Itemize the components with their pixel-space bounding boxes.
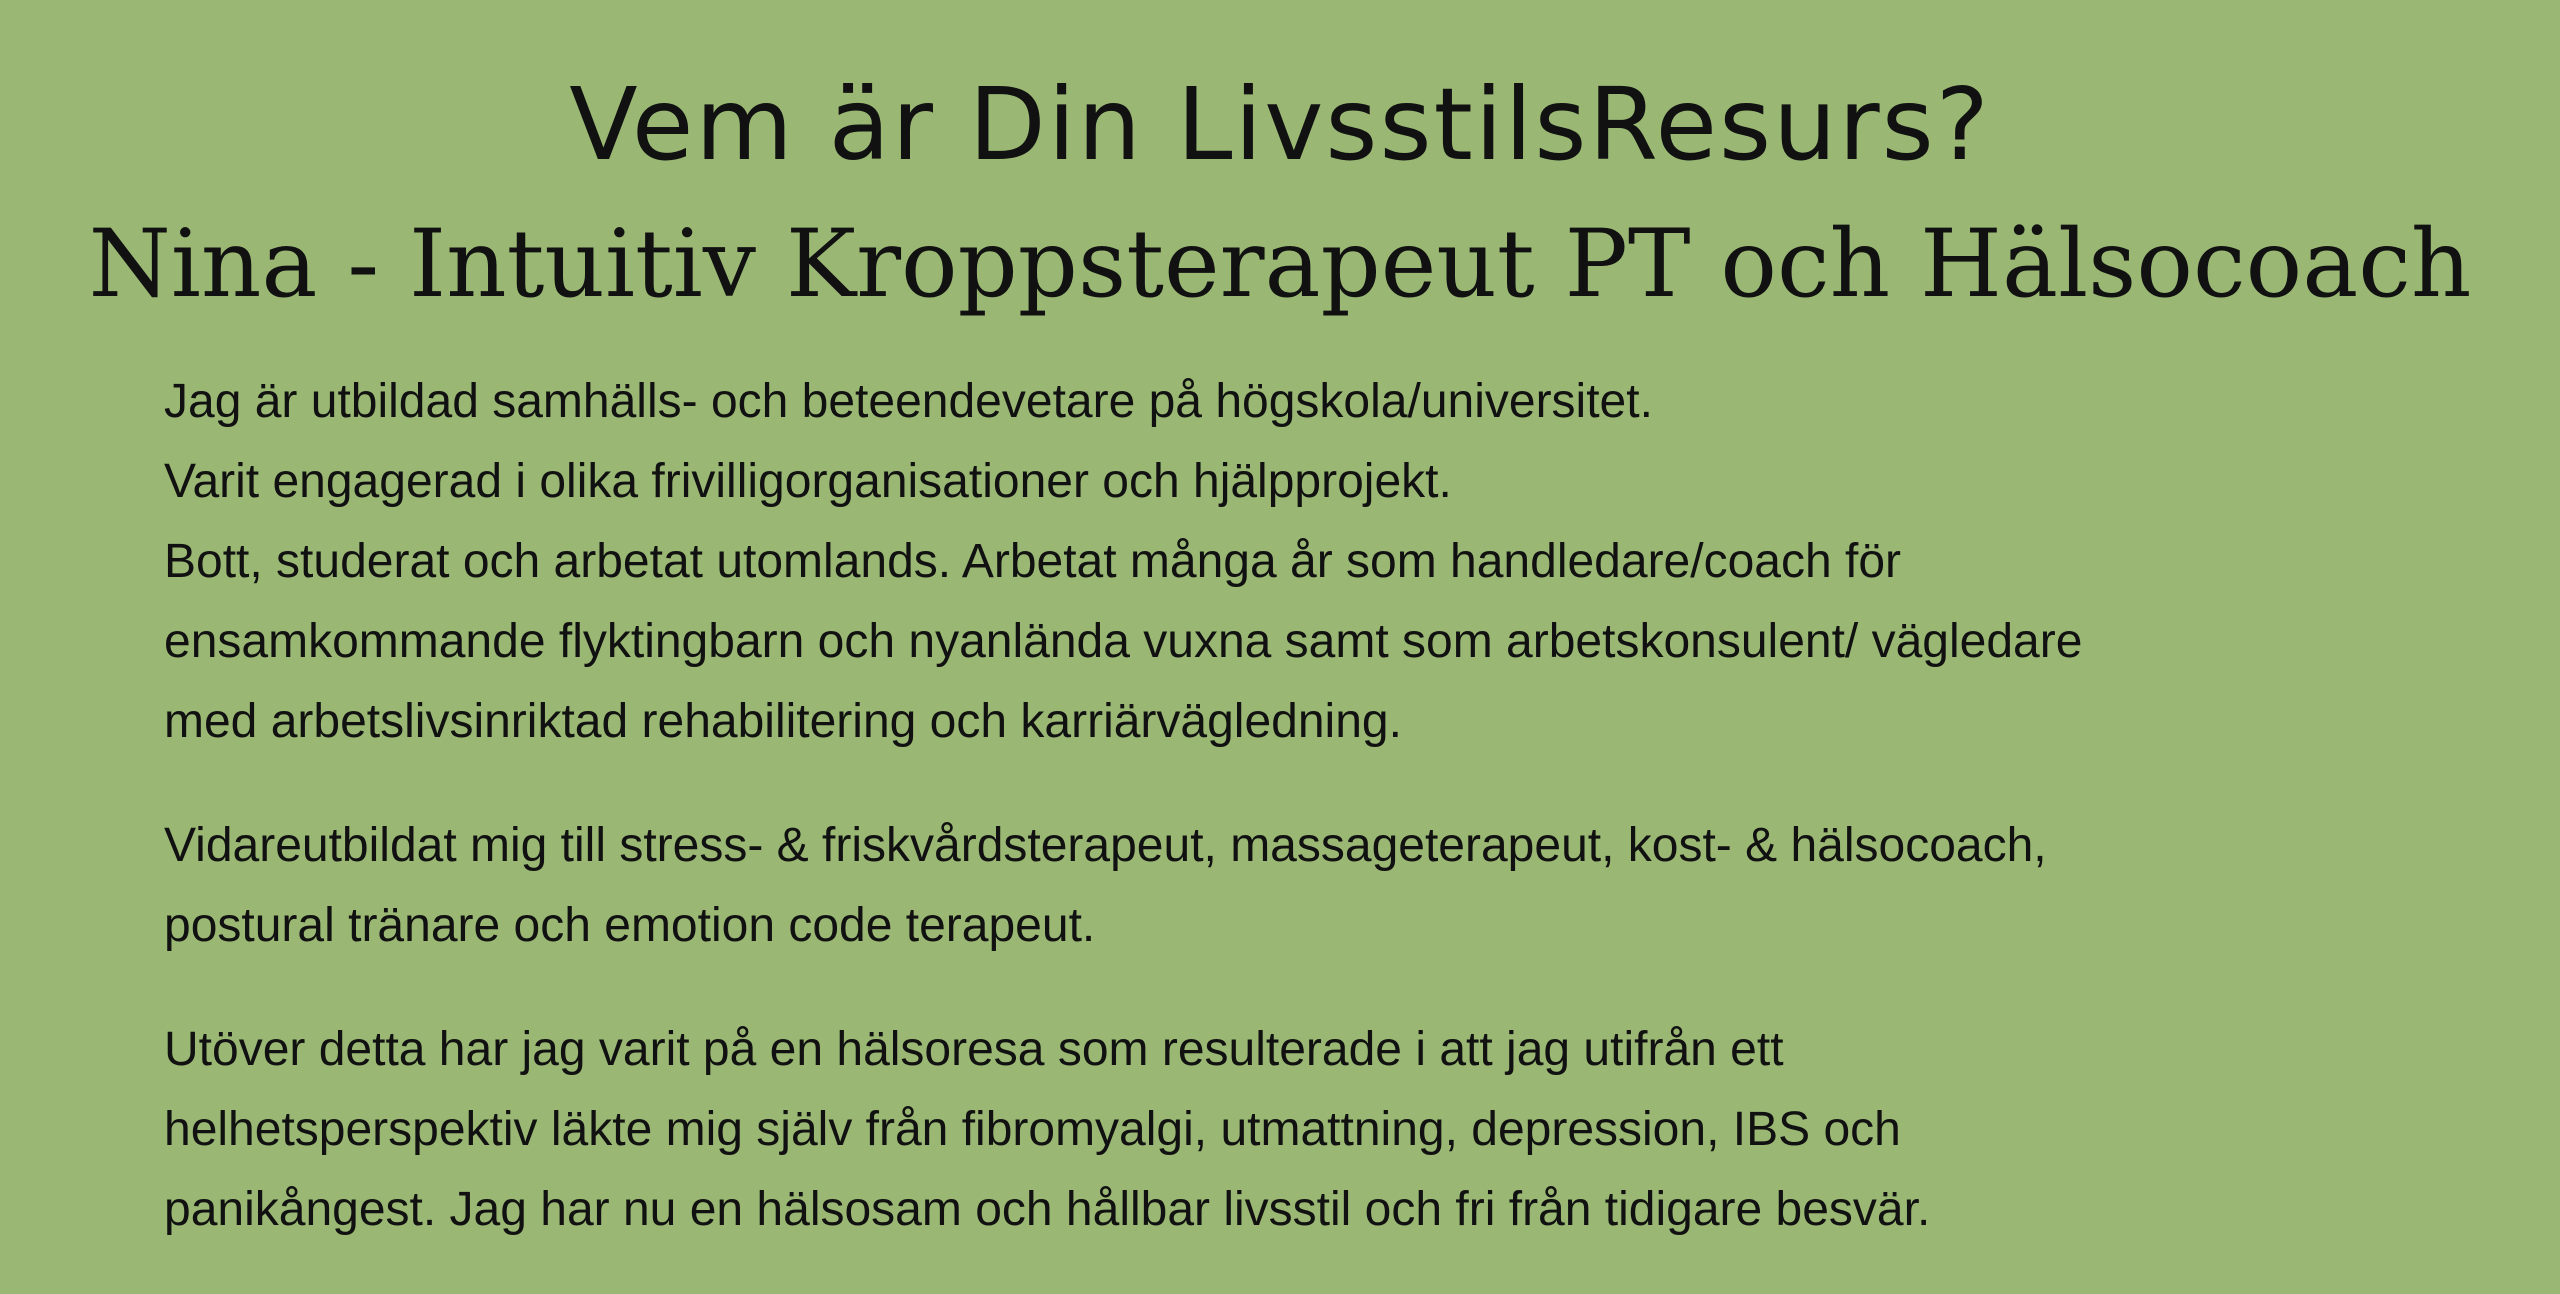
paragraph-health-journey (164, 1010, 2464, 1250)
text-line: ensamkommande flyktingbarn och nyanlända vuxna samt som arbetskonsulent/ vägledare (164, 615, 2083, 668)
paragraph-training (164, 806, 2464, 966)
bio-text (164, 362, 2464, 1294)
paragraph-education (164, 362, 2464, 762)
text-line: Bott, studerat och arbetat utomlands. Arbetat många år som handledare/coach för (164, 535, 1902, 588)
page-title: Vem är Din LivsstilsResurs? (569, 66, 1991, 183)
text-line: Jag är utbildad samhälls- och beteendevetare på högskola/universitet. (164, 375, 1653, 428)
text-line: Varit engagerad i olika frivilligorganisationer och hjälpprojekt. (164, 455, 1452, 508)
text-line: postural tränare och emotion code terapeut. (164, 899, 1096, 952)
text-line: helhetsperspektiv läkte mig själv från fibromyalgi, utmattning, depression, IBS och (164, 1103, 1901, 1156)
text-line: med arbetslivsinriktad rehabilitering och karriärvägledning. (164, 695, 1402, 748)
page-subtitle: Nina - Intuitiv Kroppsterapeut PT och Hälsocoach (88, 210, 2472, 319)
text-line: panikångest. Jag har nu en hälsosam och hållbar livsstil och fri från tidigare besvär. (164, 1183, 1931, 1236)
text-line: Vidareutbildat mig till stress- & friskvårdsterapeut, massageterapeut, kost- & hälsocoach, (164, 819, 2047, 872)
text-line: Utöver detta har jag varit på en hälsoresa som resulterade i att jag utifrån ett (164, 1023, 1784, 1076)
